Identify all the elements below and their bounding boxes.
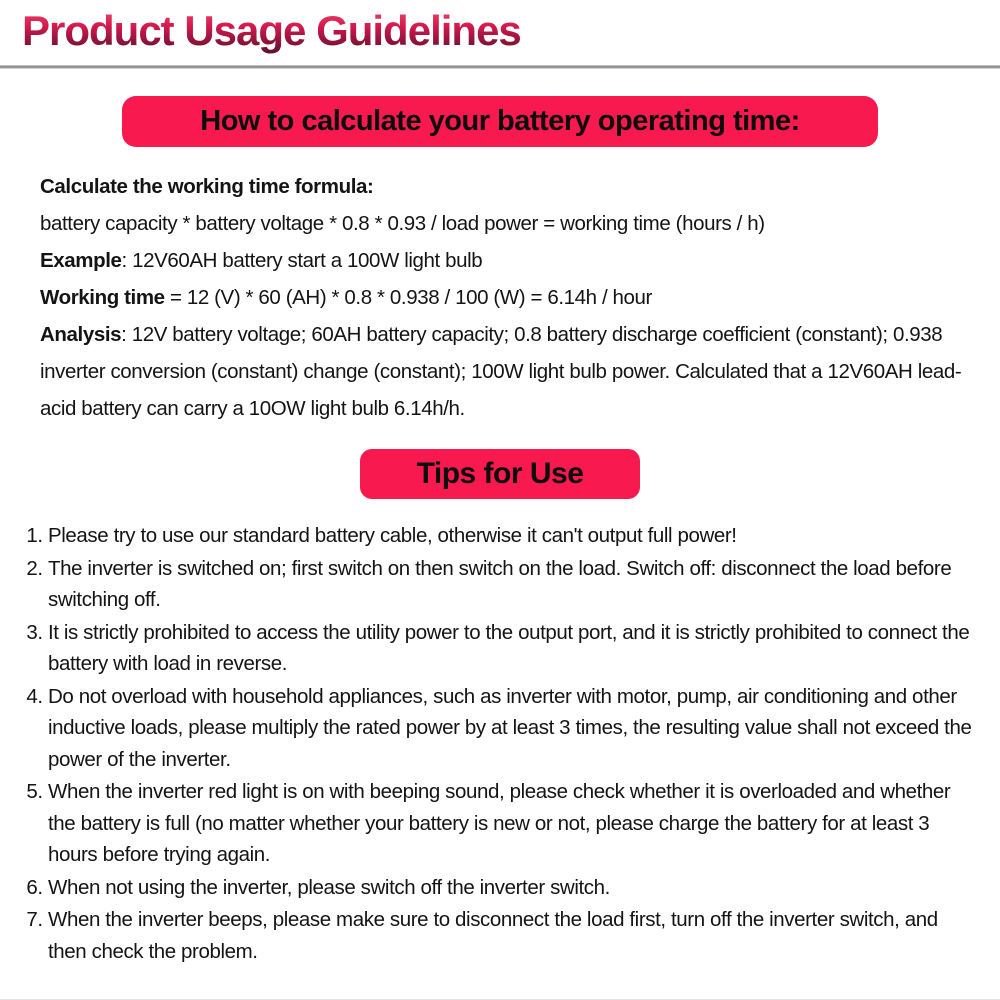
formula-line-bold-label: Working time: [40, 286, 165, 309]
formula-line: Analysis: 12V battery voltage; 60AH battery capacity; 0.8 battery discharge coefficient (constant); 0.938 inverter conversion (constant) change (constant); 100W light bulb power. Calculated that a 12V60AH lead-acid battery can carry a 10OW light bulb 6.14h/h.: [40, 323, 962, 420]
tip-item: 5. When the inverter red light is on with beeping sound, please check whether it is overloaded and whether the battery is full (no matter whether your battery is new or not, please charge the battery for at least 3 hours before trying again.: [48, 776, 975, 871]
formula-block: [40, 168, 972, 427]
tips-section-banner: Tips for Use: [360, 449, 640, 499]
formula-line: battery capacity * battery voltage * 0.8 * 0.93 / load power = working time (hours / h): [40, 212, 765, 235]
formula-line: [40, 168, 972, 205]
tip-item: 2. The inverter is switched on; first switch on then switch on the load. Switch off: disconnect the load before switching off.: [48, 553, 975, 616]
title-divider: [0, 65, 1000, 69]
tip-item: 7. When the inverter beeps, please make sure to disconnect the load first, turn off the inverter switch, and then check the problem.: [48, 904, 975, 967]
tip-item: 1. Please try to use our standard battery cable, otherwise it can't output full power!: [48, 520, 975, 552]
formula-line-bold-label: Calculate the working time formula:: [40, 175, 374, 198]
calc-section-banner: How to calculate your battery operating time:: [122, 96, 878, 147]
formula-line-bold-label: Example: [40, 249, 122, 272]
tip-item: 6. When not using the inverter, please switch off the inverter switch.: [48, 872, 975, 904]
formula-line: Example: 12V60AH battery start a 100W light bulb: [40, 249, 483, 272]
page-title: Product Usage Guidelines: [22, 7, 521, 54]
tips-list: [25, 520, 975, 967]
tip-item: 4. Do not overload with household appliances, such as inverter with motor, pump, air conditioning and other inductive loads, please multiply the rated power by at least 3 times, the resulting value shall not exceed the power of the inverter.: [48, 681, 975, 776]
formula-line-bold-label: Analysis: [40, 323, 122, 346]
formula-line: Working time = 12 (V) * 60 (AH) * 0.8 * 0.938 / 100 (W) = 6.14h / hour: [40, 286, 652, 309]
tip-item: 3. It is strictly prohibited to access the utility power to the output port, and it is strictly prohibited to connect the battery with load in reverse.: [48, 617, 975, 680]
